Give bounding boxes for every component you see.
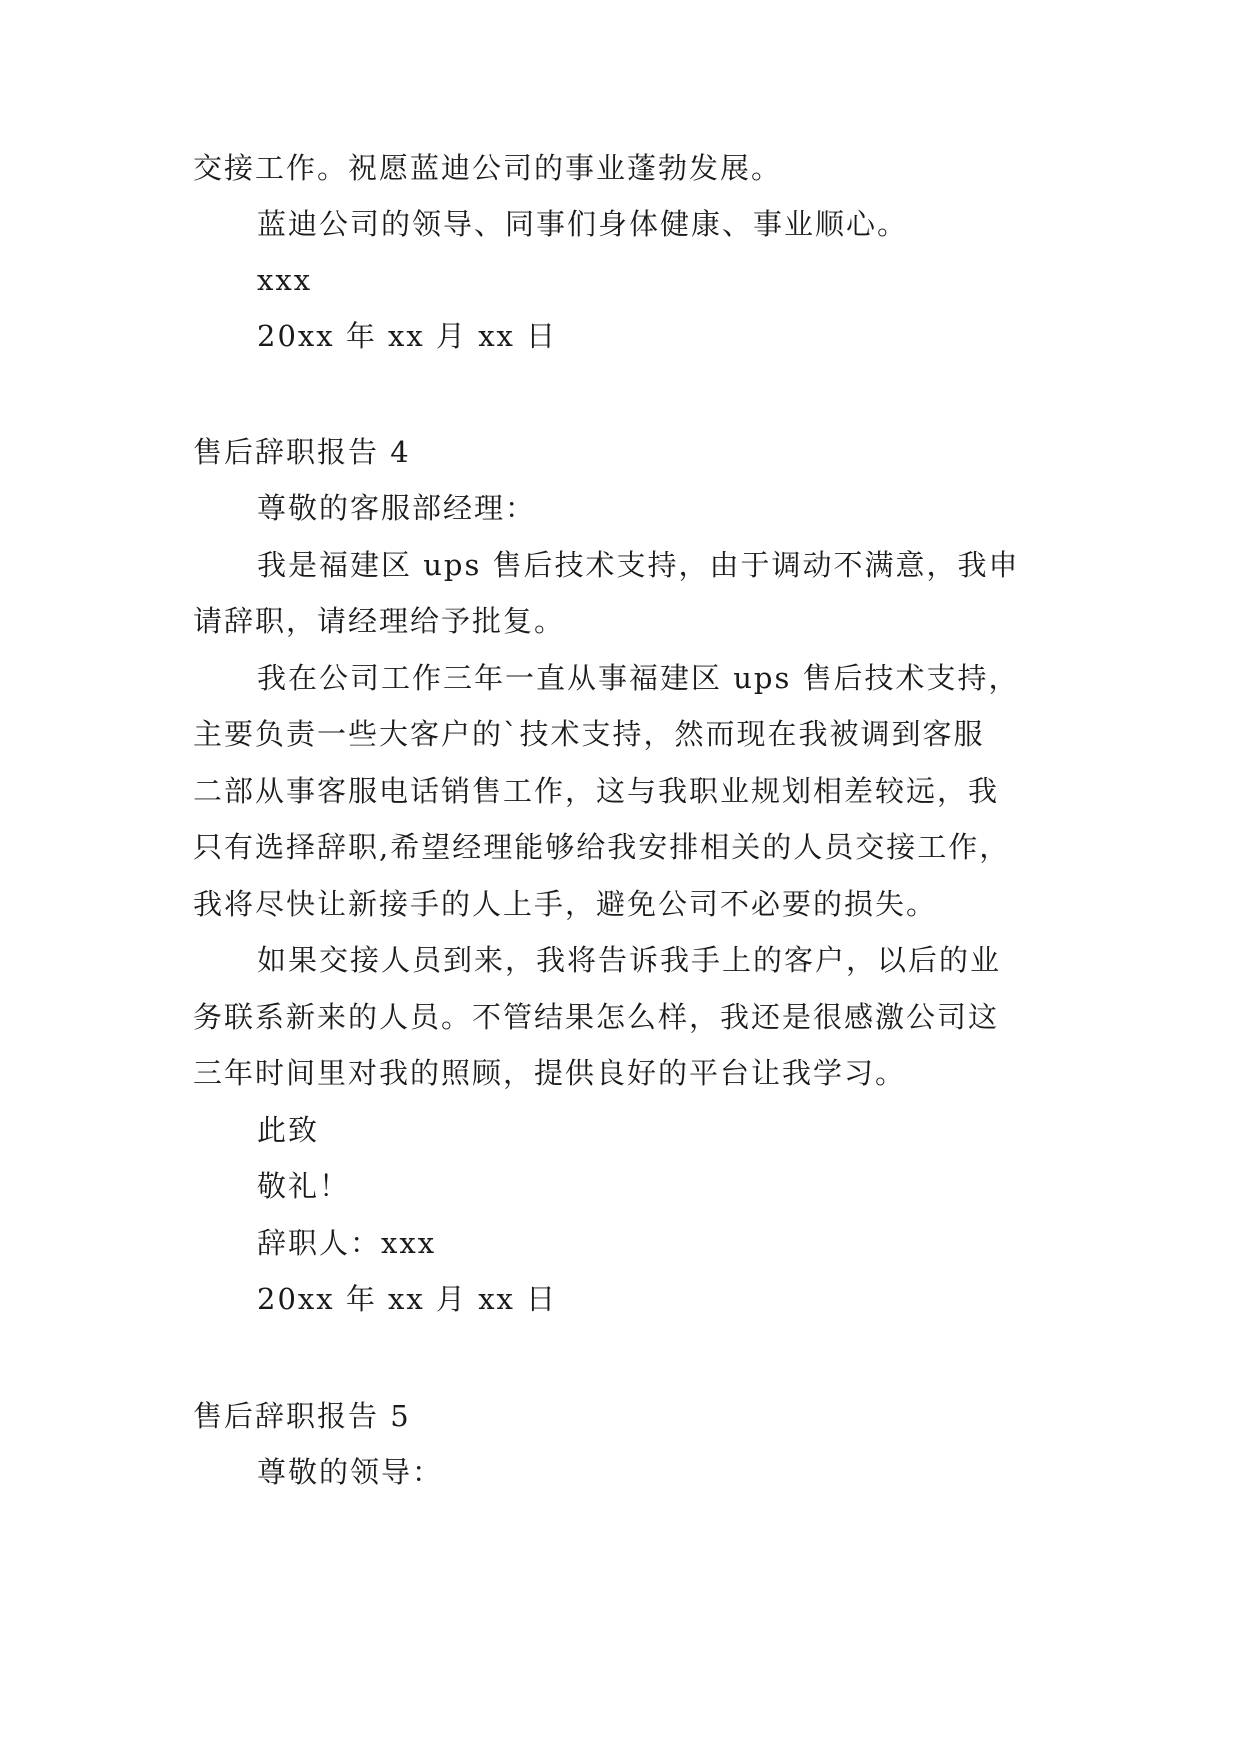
section-heading-4: 售后辞职报告 4 [193, 435, 411, 469]
signature-name: 辞职人：xxx [257, 1226, 437, 1260]
paragraph-line: 交接工作。祝愿蓝迪公司的事业蓬勃发展。 [193, 151, 783, 185]
closing-line: 敬礼！ [257, 1169, 351, 1203]
section-heading-5: 售后辞职报告 5 [193, 1399, 411, 1433]
signature-date: 20xx 年 xx 月 xx 日 [257, 319, 558, 353]
paragraph-line: 请辞职，请经理给予批复。 [193, 604, 566, 638]
signature-name: xxx [257, 263, 313, 297]
paragraph-line: 主要负责一些大客户的`技术支持，然而现在我被调到客服 [193, 717, 985, 751]
paragraph-line: 只有选择辞职,希望经理能够给我安排相关的人员交接工作， [193, 830, 1011, 864]
paragraph-line: 蓝迪公司的领导、同事们身体健康、事业顺心。 [257, 207, 909, 241]
paragraph-line: 二部从事客服电话销售工作，这与我职业规划相差较远，我 [193, 774, 1000, 808]
salutation: 尊敬的客服部经理： [257, 491, 537, 525]
signature-date: 20xx 年 xx 月 xx 日 [257, 1282, 558, 1316]
paragraph-line: 三年时间里对我的照顾，提供良好的平台让我学习。 [193, 1056, 907, 1090]
paragraph-line: 务联系新来的人员。不管结果怎么样，我还是很感激公司这 [193, 1000, 1000, 1034]
paragraph-line: 我是福建区 ups 售后技术支持，由于调动不满意，我申 [257, 548, 1020, 582]
paragraph-line: 我将尽快让新接手的人上手，避免公司不必要的损失。 [193, 887, 938, 921]
salutation: 尊敬的领导： [257, 1455, 444, 1489]
closing-line: 此致 [257, 1113, 320, 1147]
paragraph-line: 我在公司工作三年一直从事福建区 ups 售后技术支持， [257, 661, 1020, 695]
paragraph-line: 如果交接人员到来，我将告诉我手上的客户，以后的业 [257, 943, 1002, 977]
